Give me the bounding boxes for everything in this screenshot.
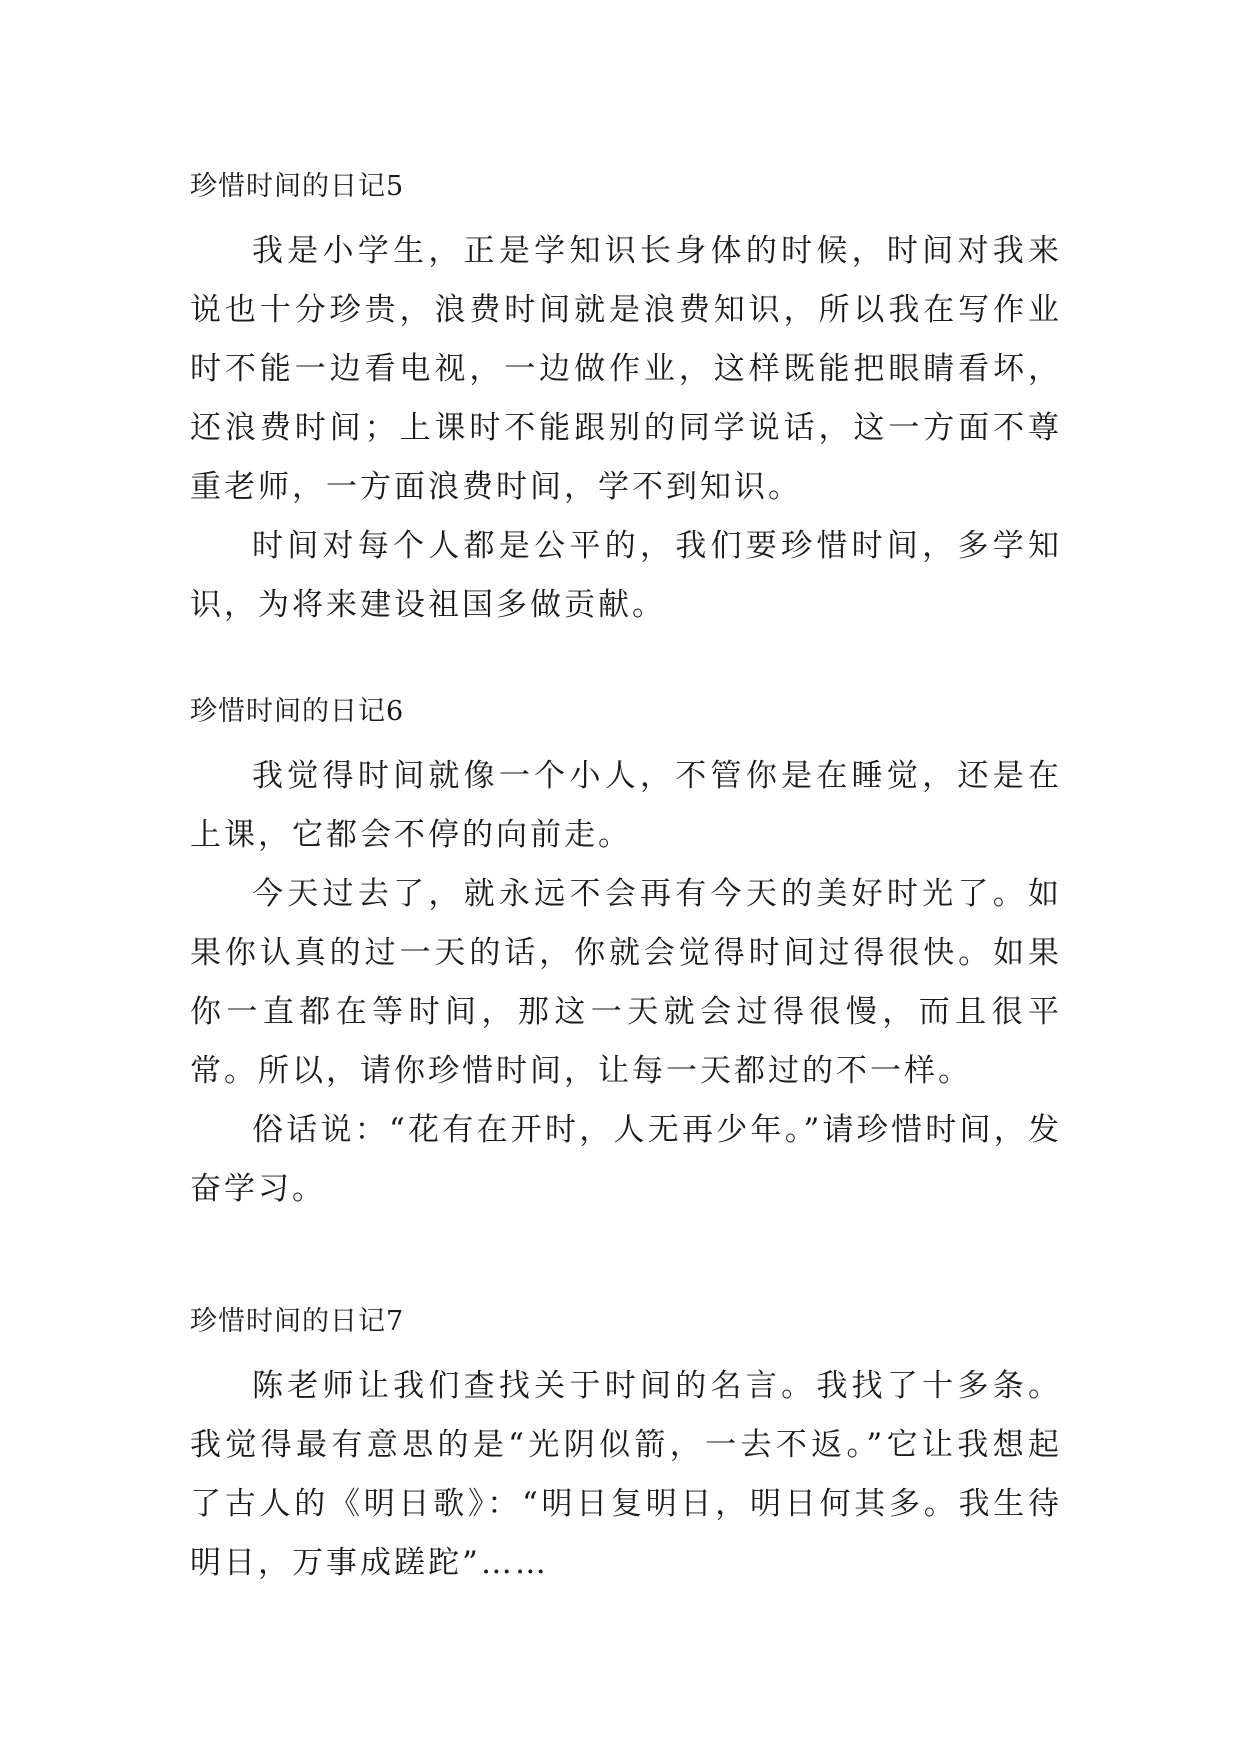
entry-paragraph: 我觉得时间就像一个小人，不管你是在睡觉，还是在上课，它都会不停的向前走。 — [190, 758, 1062, 853]
entry-title: 珍惜时间的日记7 — [190, 1306, 405, 1337]
entry-paragraph: 俗话说：“花有在开时，人无再少年。”请珍惜时间，发奋学习。 — [190, 1112, 1062, 1207]
entry-paragraph: 今天过去了，就永远不会再有今天的美好时光了。如果你认真的过一天的话，你就会觉得时间过得很快。如果你一直都在等时间，那这一天就会过得很慢，而且很平常。所以，请你珍惜时间，让每一天都过的不一样。 — [190, 876, 1062, 1089]
diary-entry-7 — [190, 1307, 1062, 1593]
entry-paragraph: 陈老师让我们查找关于时间的名言。我找了十多条。我觉得最有意思的是“光阴似箭，一去不返。”它让我想起了古人的《明日歌》：“明日复明日，明日何其多。我生待明日，万事成蹉跎”…… — [190, 1368, 1062, 1581]
entry-title: 珍惜时间的日记5 — [190, 171, 405, 202]
entry-paragraph: 我是小学生，正是学知识长身体的时候，时间对我来说也十分珍贵，浪费时间就是浪费知识，所以我在写作业时不能一边看电视，一边做作业，这样既能把眼睛看坏，还浪费时间；上课时不能跟别的同学说话，这一方面不尊重老师，一方面浪费时间，学不到知识。 — [190, 233, 1062, 505]
entry-title: 珍惜时间的日记6 — [190, 696, 405, 727]
diary-entry-5 — [190, 172, 1062, 635]
entry-paragraph: 时间对每个人都是公平的，我们要珍惜时间，多学知识，为将来建设祖国多做贡献。 — [190, 528, 1062, 623]
diary-entry-6 — [190, 697, 1062, 1219]
